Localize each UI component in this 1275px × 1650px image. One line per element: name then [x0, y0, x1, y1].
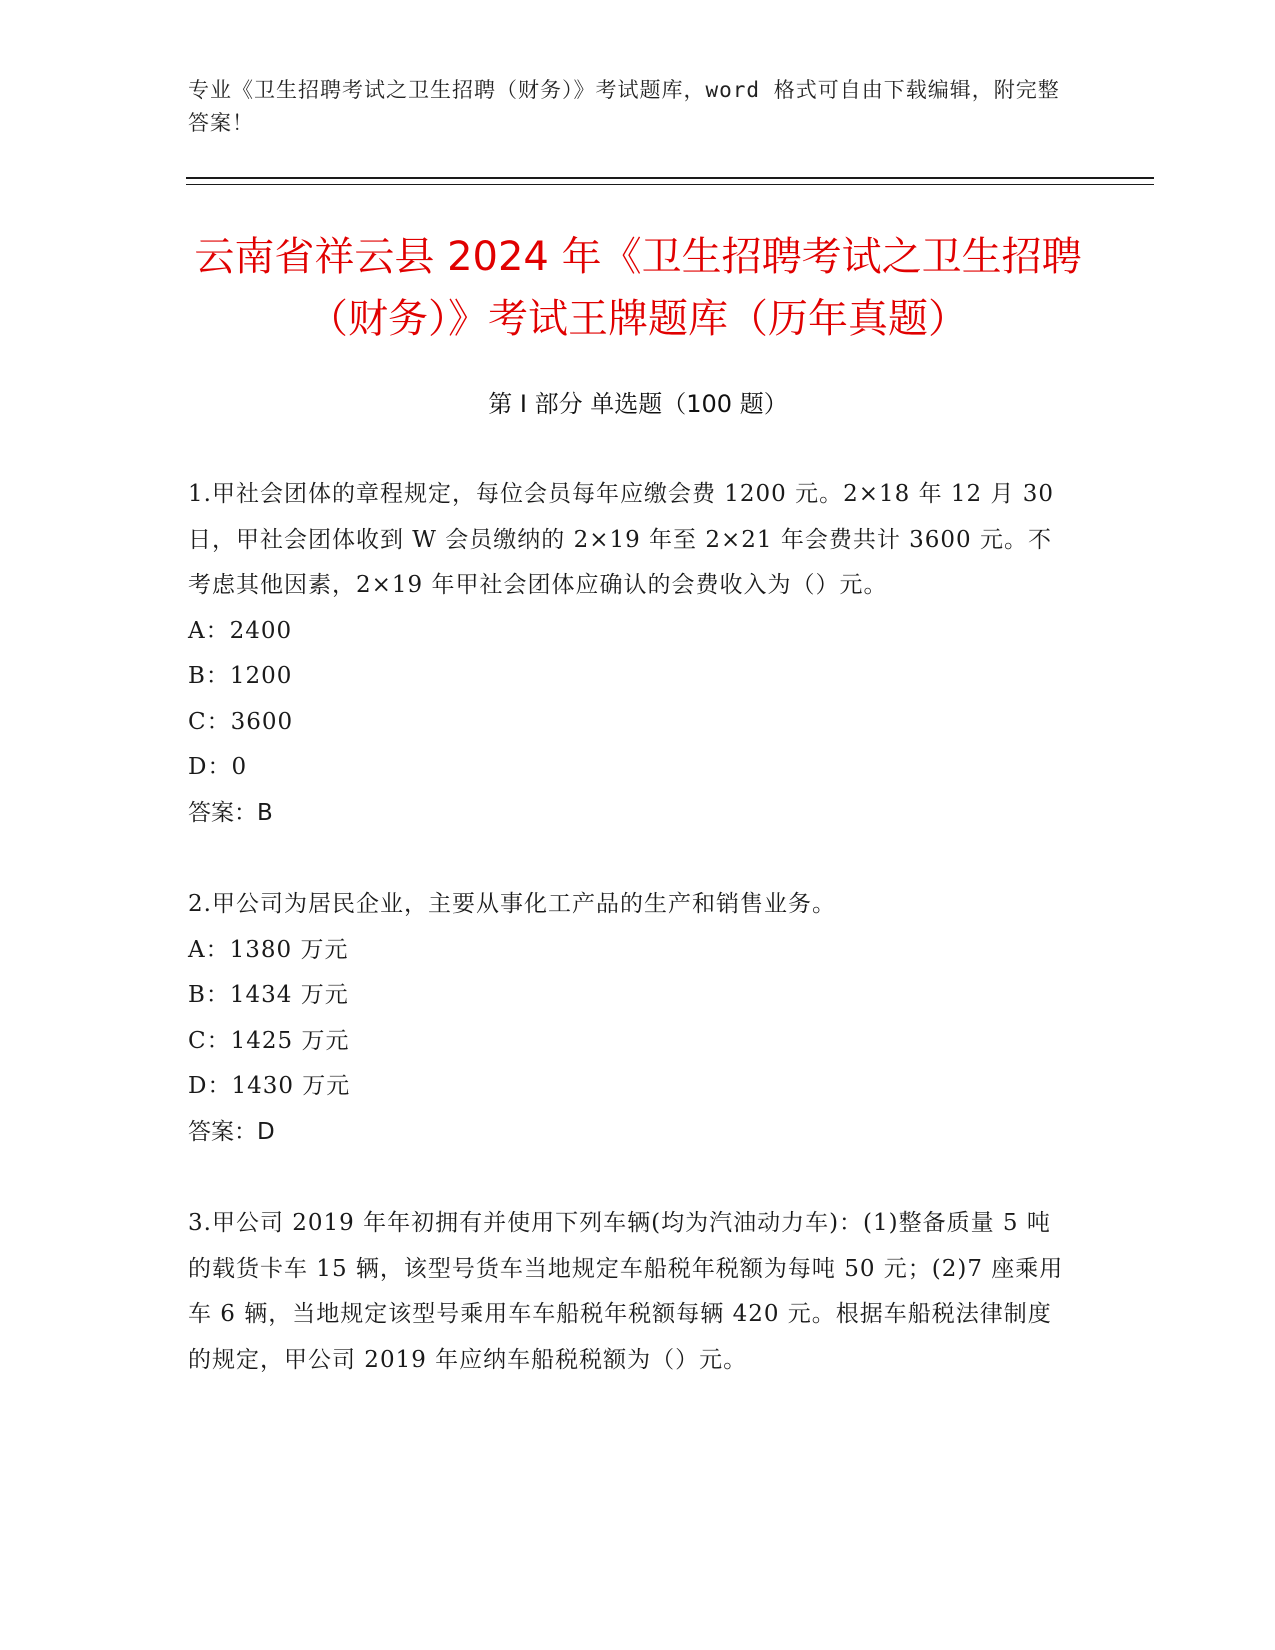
header-divider-thin [186, 184, 1154, 185]
option-d: D：0 [188, 754, 248, 780]
section-heading: 第 I 部分 单选题（100 题） [488, 390, 788, 418]
document-title: 云南省祥云县 2024 年《卫生招聘考试之卫生招聘（财务）》考试王牌题库（历年真题） [194, 234, 1082, 342]
question-list [188, 472, 1068, 1429]
answer-line [188, 791, 1068, 837]
question-1 [188, 472, 1068, 836]
answer-line [188, 1110, 1068, 1156]
answer-value: B [257, 799, 273, 826]
option-d: D：1430 万元 [188, 1073, 351, 1099]
option-a: A：1380 万元 [188, 936, 349, 963]
header-note: 专业《卫生招聘考试之卫生招聘（财务）》考试题库，word 格式可自由下载编辑，附完整答案！ [188, 78, 1060, 135]
option-b: B：1200 [188, 663, 293, 689]
question-stem: 1.甲社会团体的章程规定，每位会员每年应缴会费 1200 元。2×18 年 12 月 30 日，甲社会团体收到 W 会员缴纳的 2×19 年至 2×21 年会费共计 3600 元。不考虑其他因素，2×19 年甲社会团体应确认的会费收入为（）元。 [188, 481, 1055, 598]
option-b: B：1434 万元 [188, 982, 349, 1008]
option-c: C：1425 万元 [188, 1027, 350, 1054]
question-3 [188, 1201, 1068, 1383]
question-stem: 2.甲公司为居民企业，主要从事化工产品的生产和销售业务。 [188, 891, 836, 917]
option-c: C：3600 [188, 708, 294, 735]
answer-label: 答案： [188, 1118, 257, 1145]
answer-value: D [257, 1118, 275, 1145]
header-divider-thick [186, 177, 1154, 179]
option-a: A：2400 [188, 617, 293, 644]
question-2 [188, 882, 1068, 1155]
question-stem: 3.甲公司 2019 年年初拥有并使用下列车辆(均为汽油动力车)：(1)整备质量 5 吨的载货卡车 15 辆，该型号货车当地规定车船税年税额为每吨 50 元；(2)7 座乘用车 6 辆，当地规定该型号乘用车车船税年税额每辆 420 元。根据车船税法律制度的规定，甲公司 2019 年应纳车船税税额为（）元。 [188, 1210, 1064, 1373]
answer-label: 答案： [188, 799, 257, 826]
